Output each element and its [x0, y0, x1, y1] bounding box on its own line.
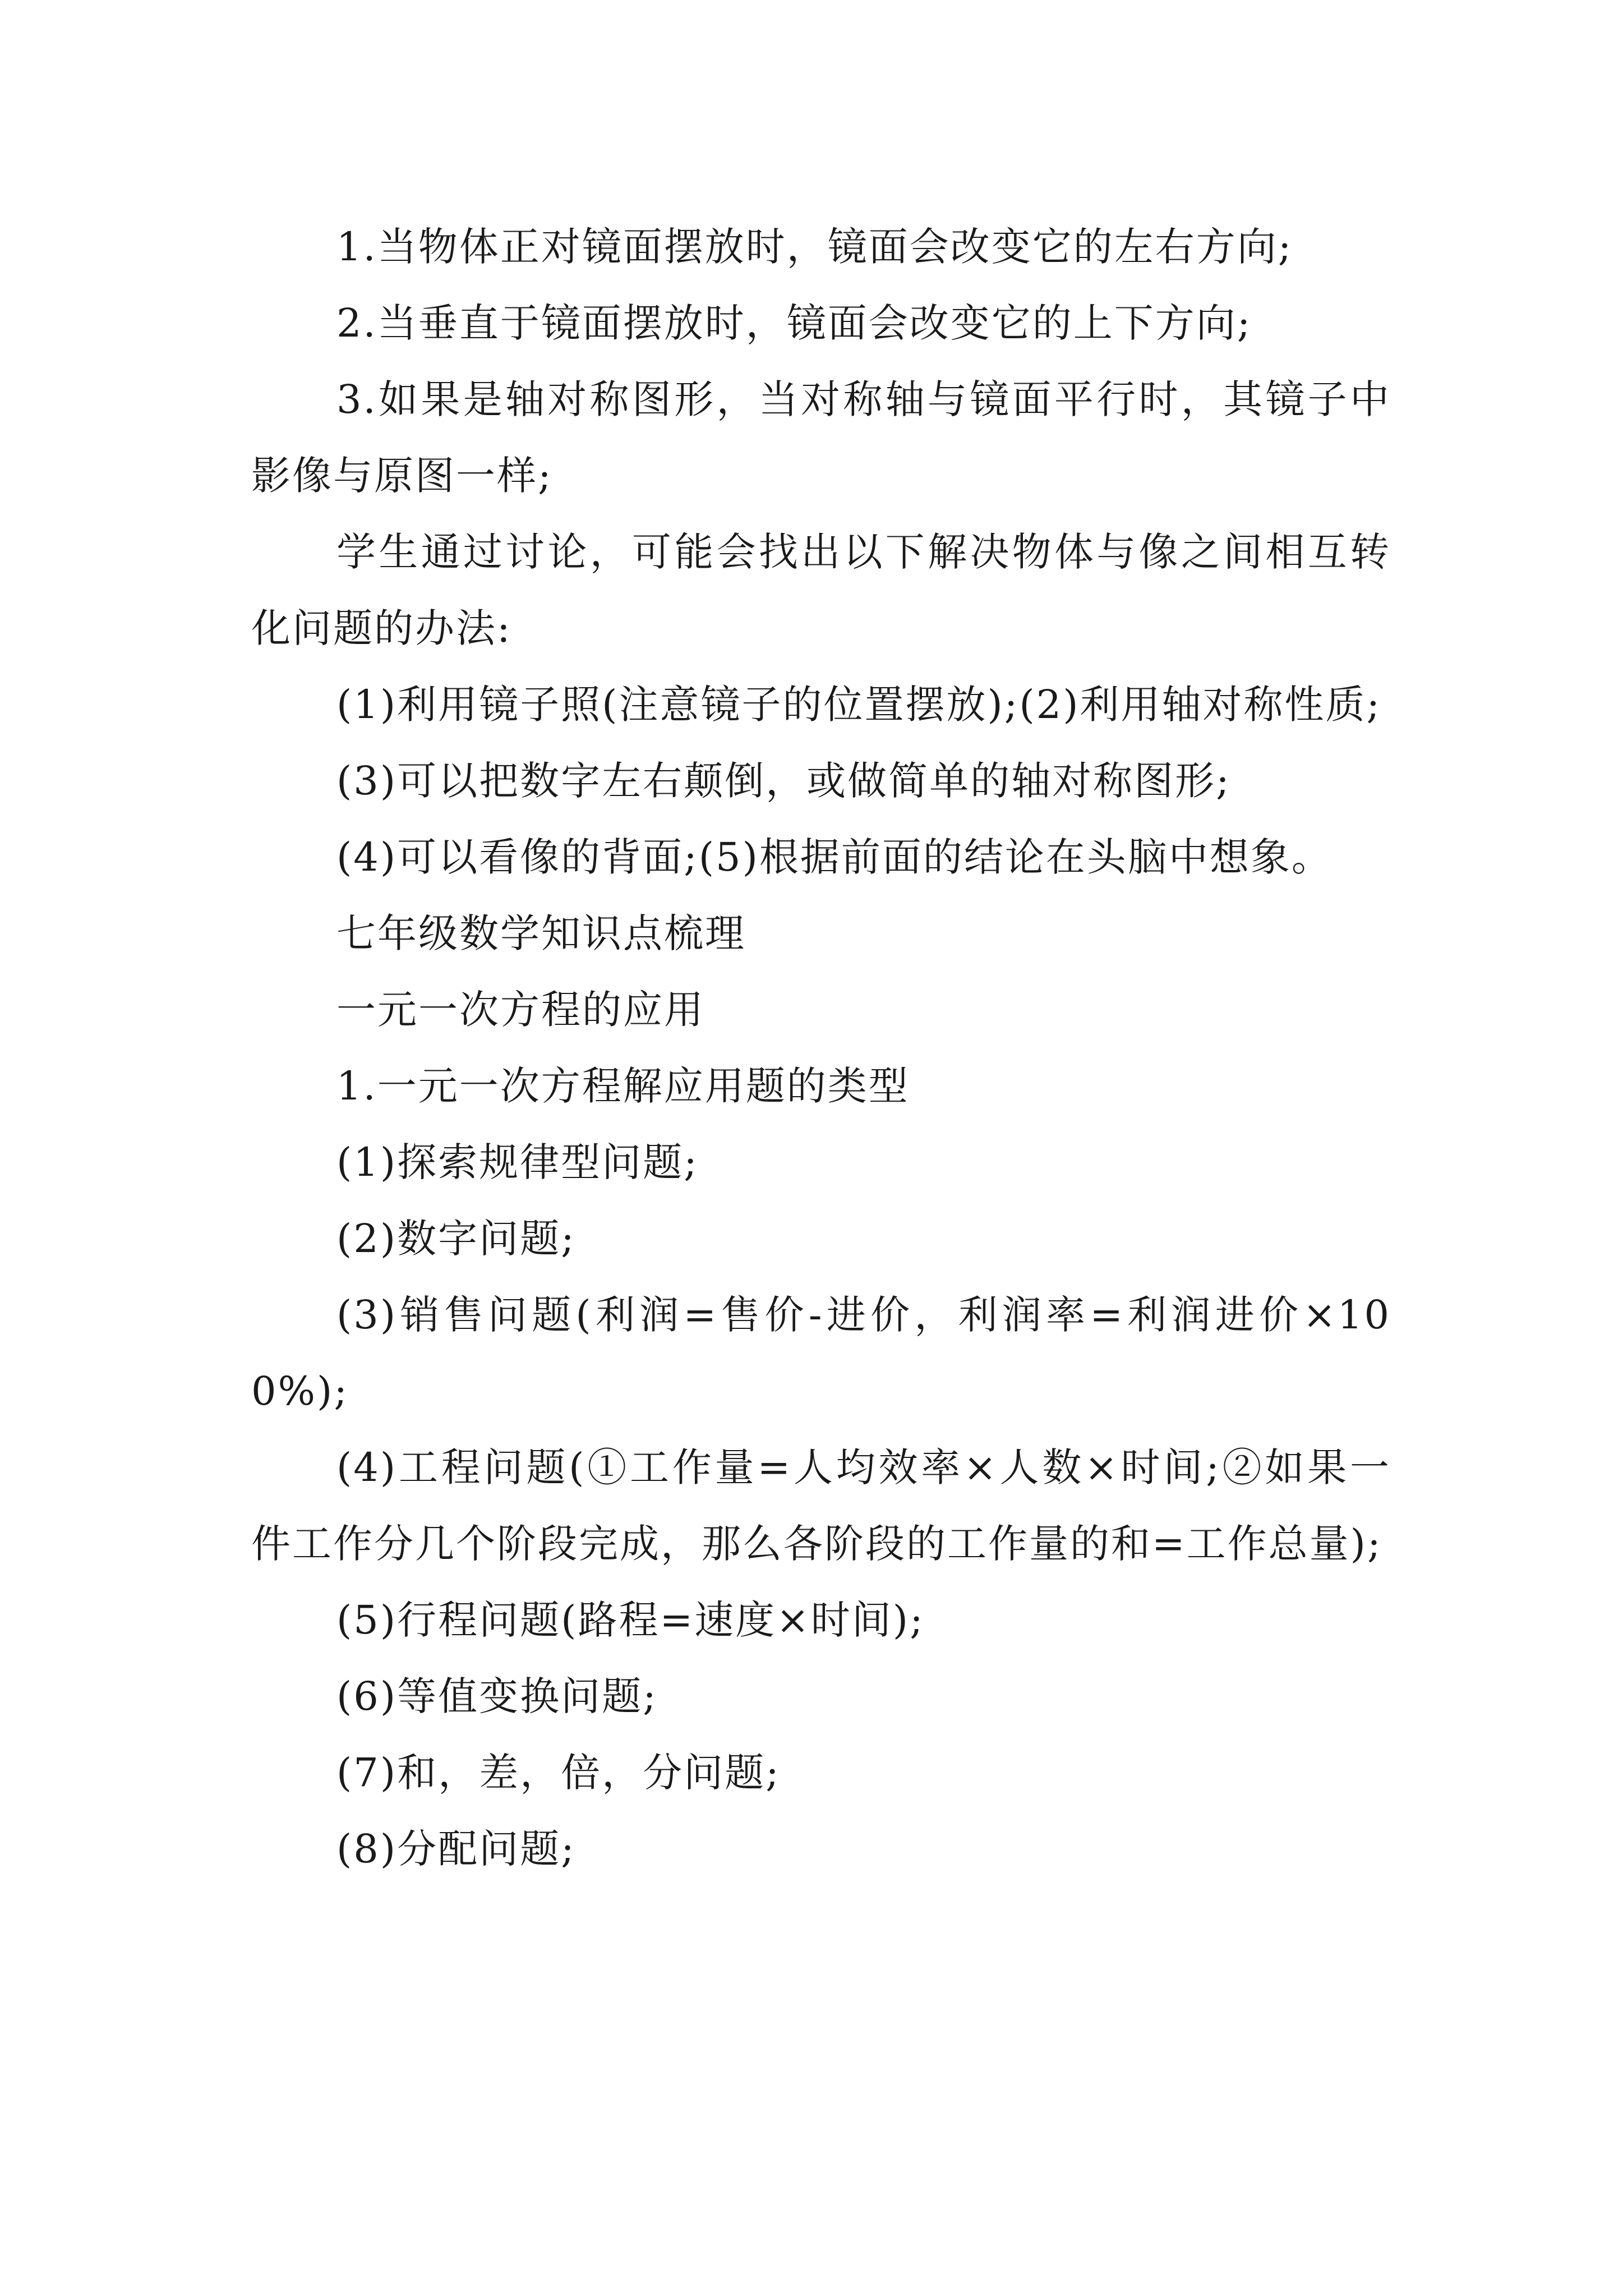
list-item: (5)行程问题(路程=速度×时间); [336, 1597, 925, 1643]
list-item: (2)数字问题; [336, 1216, 576, 1262]
list-item: (7)和，差，倍，分问题; [336, 1750, 781, 1796]
list-item: (1)探索规律型问题; [336, 1139, 699, 1185]
list-item: (3)销售问题(利润=售价-进价，利润率=利润进价×100%); [251, 1292, 1391, 1414]
paragraph-mirror-up-down: 2.当垂直于镜面摆放时，镜面会改变它的上下方向; [336, 300, 1252, 346]
list-item: (4)工程问题(①工作量=人均效率×人数×时间;②如果一件工作分几个阶段完成，那么各阶段的工作量的和=工作总量); [251, 1444, 1391, 1567]
list-item: (8)分配问题; [336, 1826, 576, 1872]
paragraph-method-4-5: (4)可以看像的背面;(5)根据前面的结论在头脑中想象。 [336, 834, 1332, 880]
subsection-heading: 一元一次方程的应用 [336, 987, 705, 1033]
paragraph-method-1-2: (1)利用镜子照(注意镜子的位置摆放);(2)利用轴对称性质; [336, 682, 1382, 728]
topic-heading: 1.一元一次方程解应用题的类型 [336, 1063, 910, 1109]
document-body [251, 209, 1391, 1887]
list-item: (6)等值变换问题; [336, 1673, 658, 1719]
paragraph-mirror-left-right: 1.当物体正对镜面摆放时，镜面会改变它的左右方向; [336, 224, 1293, 270]
paragraph-discussion-intro: 学生通过讨论，可能会找出以下解决物体与像之间相互转化问题的办法: [251, 529, 1391, 651]
paragraph-axis-symmetry: 3.如果是轴对称图形，当对称轴与镜面平行时，其镜子中影像与原图一样; [251, 376, 1391, 499]
paragraph-method-3: (3)可以把数字左右颠倒，或做简单的轴对称图形; [336, 758, 1231, 804]
section-heading: 七年级数学知识点梳理 [336, 910, 746, 956]
